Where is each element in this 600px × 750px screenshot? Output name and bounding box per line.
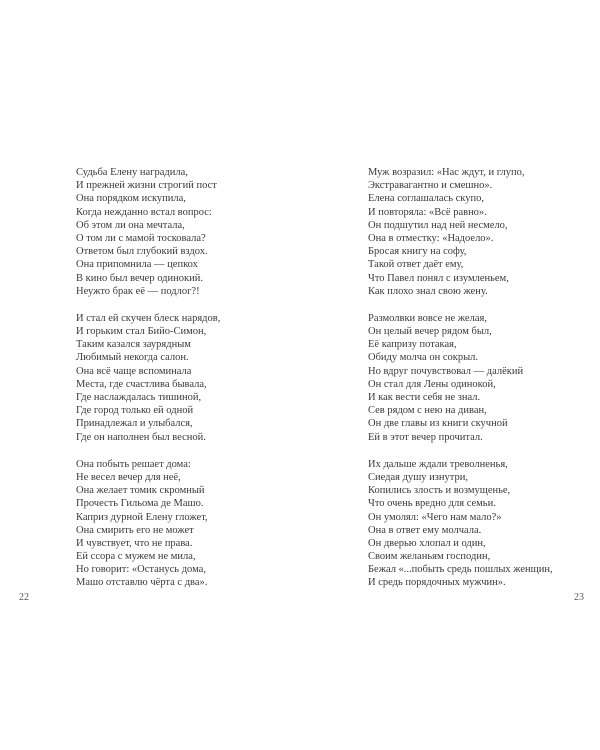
poem-line: Он подшутил над ней несмело,: [368, 219, 508, 231]
poem-line: Она всё чаще вспоминала: [76, 365, 192, 377]
stanza: [368, 166, 553, 298]
poem-line: Она побыть решает дома:: [76, 458, 191, 470]
page-number-right: 23: [574, 592, 584, 603]
poem-line: Что Павел понял с изумленьем,: [368, 272, 509, 284]
stanza: [368, 312, 553, 444]
poem-line: Неужто брак её — подлог?!: [76, 285, 200, 297]
poem-line: Она порядком искупила,: [76, 193, 186, 205]
poem-line: Но говорит: «Останусь дома,: [76, 564, 206, 576]
poem-line: Бежал «...побыть средь пошлых женщин,: [368, 564, 553, 576]
stanza: [76, 312, 220, 444]
poem-line: Своим желаньям господин,: [368, 551, 491, 563]
left-poem: [76, 166, 220, 604]
poem-line: Елена соглашалась скупо,: [368, 193, 484, 205]
poem-line: Такой ответ даёт ему,: [368, 259, 464, 271]
poem-line: Ей ссора с мужем не мила,: [76, 551, 196, 563]
poem-line: И как вести себя не знал.: [368, 392, 481, 403]
poem-line: Муж возразил: «Нас ждут, и глупо,: [368, 167, 525, 178]
poem-line: Принадлежал и улыбался,: [76, 418, 193, 430]
stanza: [76, 458, 220, 590]
poem-line: И повторяла: «Всё равно».: [368, 206, 487, 218]
poem-line: И прежней жизни строгий пост: [76, 180, 217, 192]
poem-line: Машо отставлю чёрта с два».: [76, 577, 208, 589]
poem-line: И чувствует, что не права.: [76, 537, 193, 549]
poem-line: В кино был вечер одинокий.: [76, 272, 203, 284]
page-number-left: 22: [19, 592, 29, 603]
poem-line: Их дальше ждали треволненья,: [368, 458, 508, 470]
poem-line: Ответом был глубокий вздох.: [76, 246, 208, 258]
poem-line: Она смирить его не может: [76, 524, 194, 536]
poem-line: Она в ответ ему молчала.: [368, 524, 482, 536]
poem-line: Он целый вечер рядом был,: [368, 326, 492, 338]
poem-line: Он дверью хлопал и один,: [368, 537, 486, 549]
poem-line: Размолвки вовсе не желая,: [368, 312, 487, 324]
poem-line: Об этом ли она мечтала,: [76, 219, 185, 231]
poem-line: Она желает томик скромный: [76, 485, 205, 497]
poem-line: Она в отместку: «Надоело».: [368, 232, 494, 244]
poem-line: Каприз дурной Елену гложет,: [76, 511, 208, 523]
poem-line: Не весел вечер для неё,: [76, 471, 181, 483]
poem-line: О том ли с мамой тосковала?: [76, 232, 206, 244]
poem-line: И горьким стал Бийо-Симон,: [76, 326, 207, 338]
poem-line: Но вдруг почувствовал — далёкий: [368, 365, 524, 377]
poem-line: Она припомнила — цепкох: [76, 259, 198, 271]
poem-line: Места, где счастлива бывала,: [76, 378, 207, 390]
poem-line: Сев рядом с нею на диван,: [368, 405, 487, 417]
poem-line: Когда нежданно встал вопрос:: [76, 206, 212, 218]
poem-line: И стал ей скучен блеск нарядов,: [76, 312, 221, 324]
poem-line: Он две главы из книги скучной: [368, 418, 508, 430]
poem-line: Обиду молча он сокрыл.: [368, 352, 478, 364]
stanza: [368, 458, 553, 590]
poem-line: Он умолял: «Чего нам мало?»: [368, 511, 502, 523]
poem-line: Прочесть Гильома де Машо.: [76, 498, 204, 510]
poem-line: Ей в этот вечер прочитал.: [368, 431, 483, 443]
poem-line: Как плохо знал свою жену.: [368, 285, 488, 297]
poem-line: Копились злость и возмущенье,: [368, 485, 511, 497]
poem-line: Сиедая душу изнутри,: [368, 471, 469, 483]
poem-line: И средь порядочных мужчин».: [368, 577, 506, 589]
poem-line: Где наслаждалась тишиной,: [76, 392, 202, 403]
poem-line: Где он наполнен был весной.: [76, 431, 206, 443]
poem-line: Любимый некогда салон.: [76, 352, 189, 364]
poem-line: Таким казался заурядным: [76, 339, 191, 351]
poem-line: Судьба Елену наградила,: [76, 167, 188, 178]
poem-line: Экстравагантно и смешно».: [368, 180, 493, 192]
right-page: [300, 0, 600, 750]
poem-line: Бросая книгу на софу,: [368, 246, 467, 258]
right-poem: [368, 166, 553, 604]
poem-line: Где город только ей одной: [76, 405, 194, 417]
stanza: [76, 166, 220, 298]
poem-line: Что очень вредно для семьи.: [368, 498, 496, 510]
poem-line: Он стал для Лены одинокой,: [368, 378, 496, 390]
poem-line: Её капризу потакая,: [368, 339, 457, 351]
